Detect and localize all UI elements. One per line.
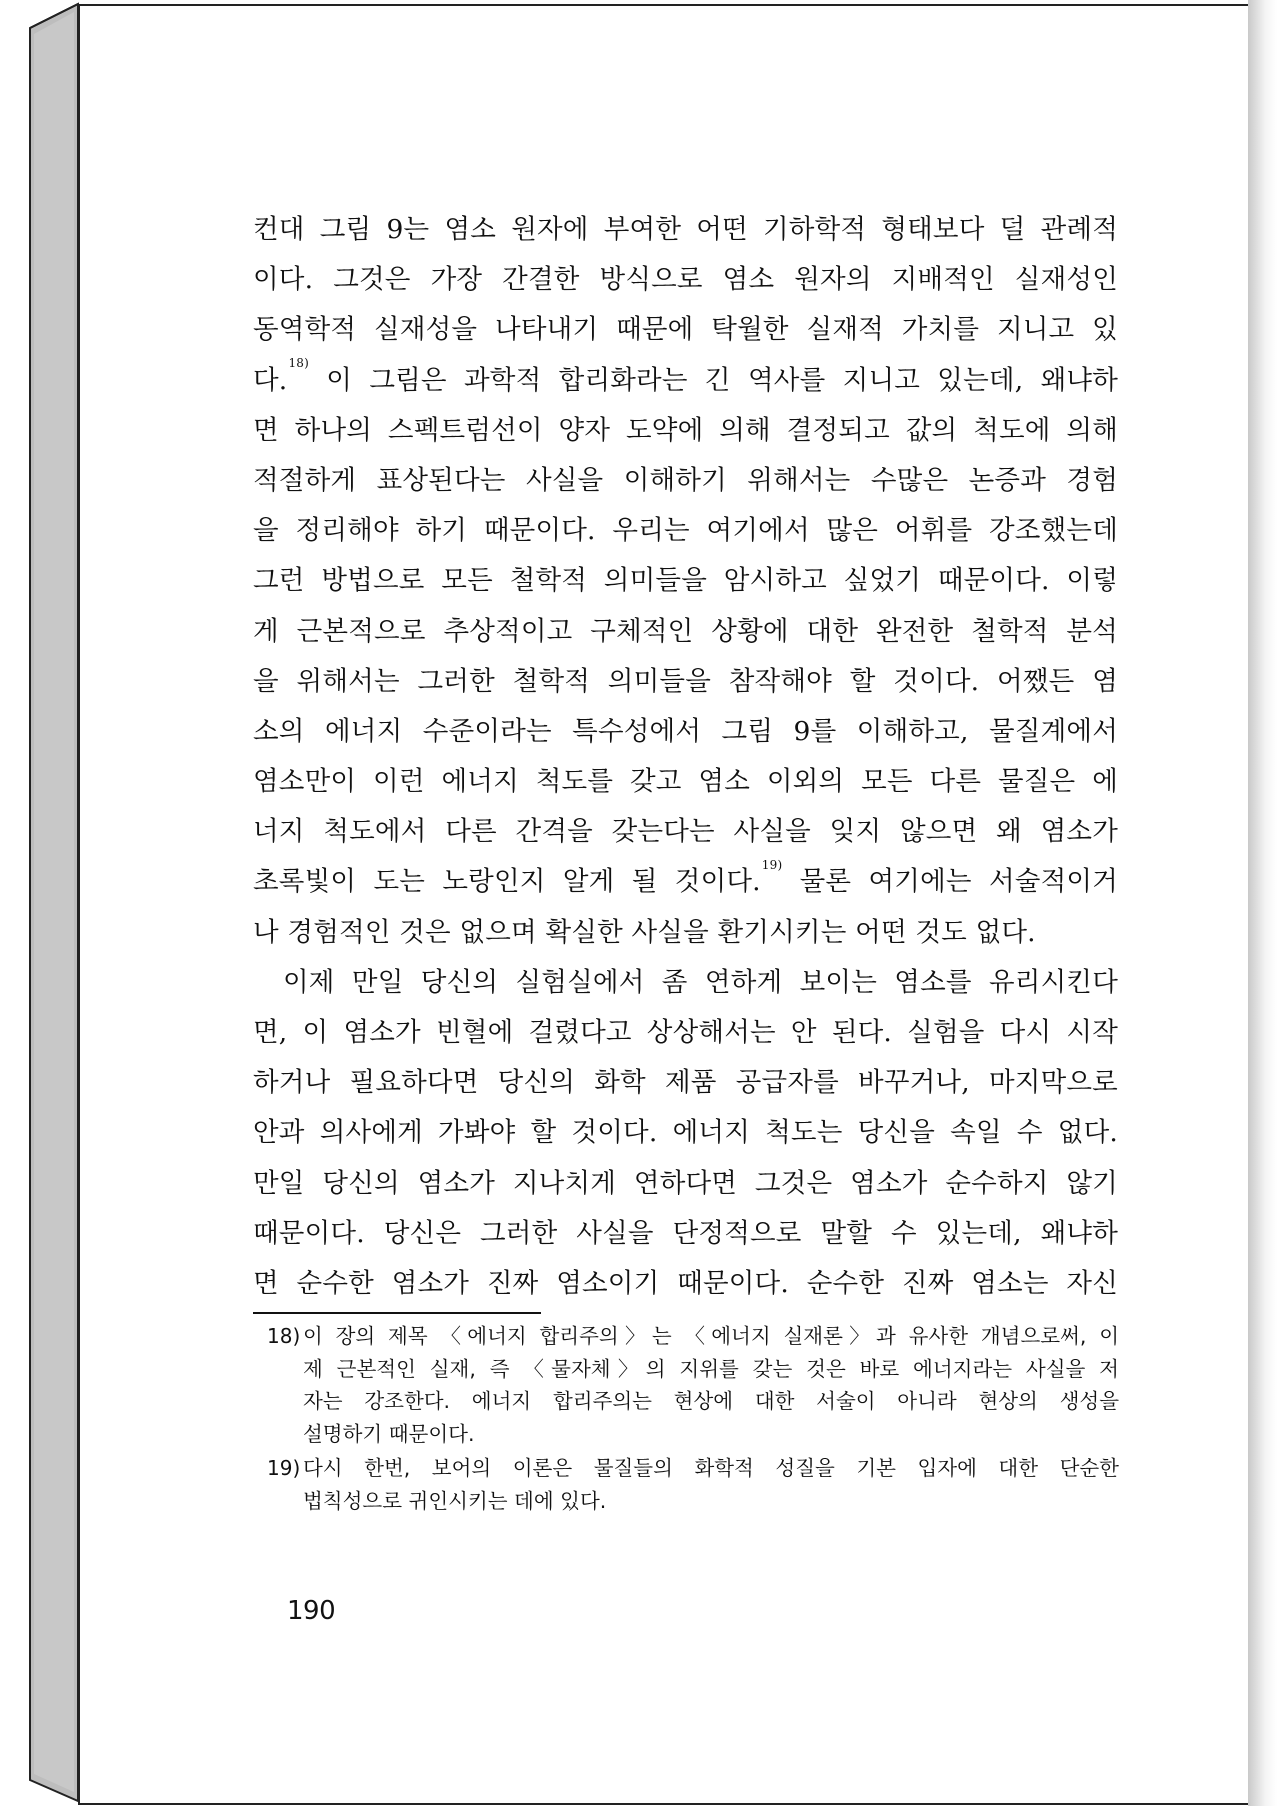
body-line: 염소만이 이런 에너지 척도를 갖고 염소 이외의 모든 다른 물질은 에	[253, 766, 1118, 798]
body-line-text: 다.	[253, 364, 288, 396]
body-line-text-continued: 물론 여기에는 서술적이거	[782, 866, 1118, 898]
footnote-line: 제 근본적인 실재, 즉 〈물자체〉의 지위를 갖는 것은 바로 에너지라는 사실을 저	[303, 1356, 1119, 1381]
body-line: 면 순수한 염소가 진짜 염소이기 때문이다. 순수한 진짜 염소는 자신	[253, 1267, 1118, 1299]
body-line	[253, 857, 1118, 907]
body-line: 너지 척도에서 다른 간격을 갖는다는 사실을 잊지 않으면 왜 염소가	[253, 816, 1118, 848]
body-line: 을 정리해야 하기 때문이다. 우리는 여기에서 많은 어휘를 강조했는데	[253, 515, 1118, 547]
footnotes	[267, 1320, 1119, 1519]
body-line: 나 경험적인 것은 없으며 확실한 사실을 환기시키는 어떤 것도 없다.	[253, 916, 1036, 948]
footnote-line: 이 장의 제목 〈에너지 합리주의〉는 〈에너지 실재론〉과 유사한 개념으로써, 이	[303, 1324, 1119, 1348]
footnote-number: 19)	[267, 1456, 301, 1480]
body-text	[253, 205, 1118, 1309]
body-line-text-continued: 이 그림은 과학적 합리화라는 긴 역사를 지니고 있는데, 왜냐하	[309, 364, 1118, 396]
body-line: 소의 에너지 수준이라는 특수성에서 그림 9를 이해하고, 물질계에서	[253, 715, 1118, 747]
body-line: 안과 의사에게 가봐야 할 것이다. 에너지 척도는 당신을 속일 수 없다.	[253, 1117, 1118, 1149]
body-line-text: 초록빛이 도는 노랑인지 알게 될 것이다.	[253, 866, 761, 898]
body-line: 을 위해서는 그러한 철학적 의미들을 참작해야 할 것이다. 어쨌든 염	[253, 665, 1118, 697]
footnote-reference: 18)	[288, 355, 309, 370]
body-line: 때문이다. 당신은 그러한 사실을 단정적으로 말할 수 있는데, 왜냐하	[253, 1217, 1118, 1249]
body-line: 게 근본적으로 추상적이고 구체적인 상황에 대한 완전한 철학적 분석	[253, 615, 1118, 647]
body-line: 동역학적 실재성을 나타내기 때문에 탁월한 실재적 가치를 지니고 있	[253, 314, 1118, 346]
footnote-divider	[253, 1312, 541, 1314]
footnote-line: 자는 강조한다. 에너지 합리주의는 현상에 대한 서술이 아니라 현상의 생성을	[303, 1389, 1119, 1413]
body-line: 컨대 그림 9는 염소 원자에 부여한 어떤 기하학적 형태보다 덜 관례적	[253, 214, 1118, 245]
body-line	[253, 356, 1118, 406]
page-edge-shadow	[1248, 0, 1277, 1806]
footnote-number: 18)	[267, 1324, 301, 1348]
footnote-line: 다시 한번, 보어의 이론은 물질들의 화학적 성질을 기본 입자에 대한 단순한	[303, 1456, 1119, 1480]
page-number: 190	[287, 1596, 336, 1626]
footnote-reference: 19)	[761, 857, 783, 872]
footnote-line: 설명하기 때문이다.	[303, 1421, 475, 1446]
body-line: 적절하게 표상된다는 사실을 이해하기 위해서는 수많은 논증과 경험	[253, 464, 1118, 496]
body-line: 만일 당신의 염소가 지나치게 연하다면 그것은 염소가 순수하지 않기	[253, 1167, 1118, 1199]
body-line: 하거나 필요하다면 당신의 화학 제품 공급자를 바꾸거나, 마지막으로	[253, 1067, 1118, 1099]
footnote-item	[267, 1320, 1119, 1450]
body-line: 이제 만일 당신의 실험실에서 좀 연하게 보이는 염소를 유리시킨다	[283, 966, 1118, 998]
body-line: 그런 방법으로 모든 철학적 의미들을 암시하고 싶었기 때문이다. 이렇	[253, 565, 1118, 597]
footnote-line: 법칙성으로 귀인시키는 데에 있다.	[303, 1488, 607, 1513]
body-line: 면 하나의 스펙트럼선이 양자 도약에 의해 결정되고 값의 척도에 의해	[253, 414, 1118, 446]
body-line: 면, 이 염소가 빈혈에 걸렸다고 상상해서는 안 된다. 실험을 다시 시작	[253, 1017, 1118, 1048]
footnote-item	[267, 1452, 1119, 1517]
body-line: 이다. 그것은 가장 간결한 방식으로 염소 원자의 지배적인 실재성인	[253, 264, 1118, 296]
